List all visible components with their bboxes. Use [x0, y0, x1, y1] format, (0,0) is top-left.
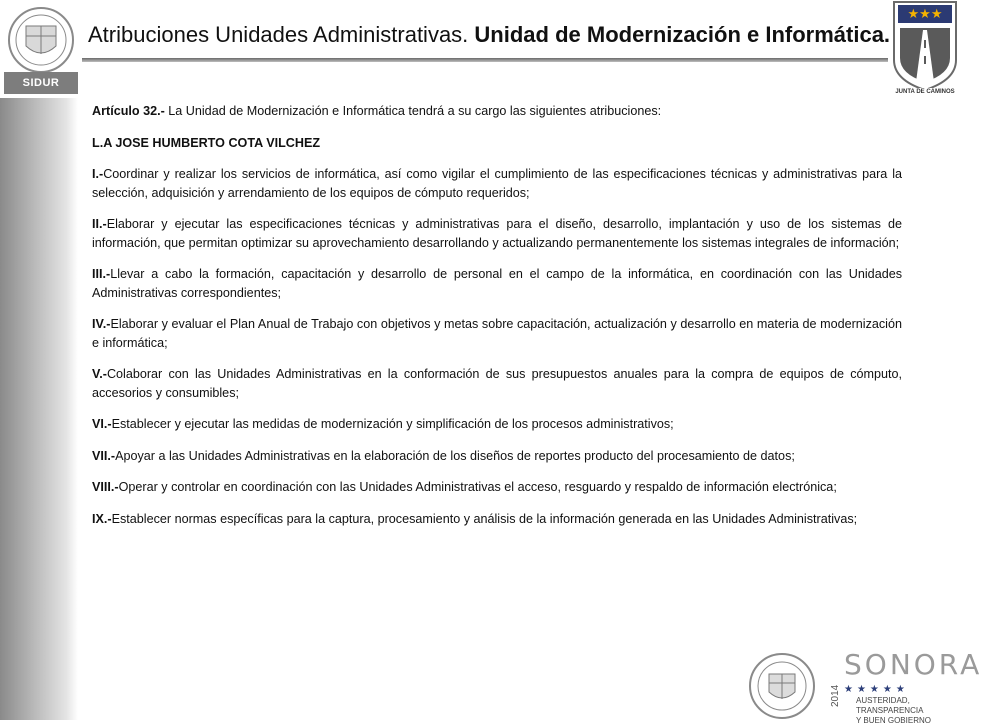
- article-intro-text: La Unidad de Modernización e Informática tendrá a su cargo las siguientes atribuciones:: [168, 104, 662, 118]
- road-shield-stars: ★★★: [907, 6, 943, 21]
- page-title: [88, 22, 891, 48]
- sonora-slogan: AUSTERIDAD, TRANSPARENCIA Y BUEN GOBIERNO: [856, 696, 931, 725]
- title-bold: Unidad de Modernización e Informática.: [474, 22, 891, 47]
- footer-year: 2014: [830, 684, 841, 708]
- footer-logos: [748, 648, 982, 725]
- road-shield-label: JUNTA DE CAMINOS: [895, 89, 955, 95]
- header: [0, 0, 960, 98]
- article-body: [92, 102, 902, 541]
- sonora-stars: ★★★★★: [844, 684, 909, 695]
- list-item: VI.-Establecer y ejecutar las medidas de modernización y simplificación de los procesos administrativos;: [92, 417, 674, 431]
- sonora-brand: [844, 648, 982, 725]
- article-intro: [92, 102, 902, 121]
- list-item: VII.-Apoyar a las Unidades Administrativas en la elaboración de los diseños de reportes producto del procesamiento de datos;: [92, 448, 795, 463]
- article-heading: Artículo 32.-: [92, 104, 165, 118]
- list-item: IX.-Establecer normas específicas para la captura, procesamiento y análisis de la información generada en las Unidades Administrativas;: [92, 511, 858, 526]
- sonora-wordmark: SONORA: [844, 648, 982, 681]
- list-item: III.-Llevar a cabo la formación, capacitación y desarrollo de personal en el campo de la informática, en coordinación con las Unidades Administrativas correspondientes;: [92, 267, 902, 300]
- list-item: II.-Elaborar y ejecutar las especificaciones técnicas y administrativas para el diseño, desarrollo, implantación y uso de los sistemas de información, que permitan optimizar su aprovechamiento desarrollando y actualizando permanentemente los sistemas integrales de información;: [92, 217, 902, 250]
- title-regular: Atribuciones Unidades Administrativas.: [88, 22, 469, 47]
- left-gradient-band: [0, 0, 78, 720]
- sidur-label: SIDUR: [4, 72, 78, 94]
- government-seal-icon: [748, 652, 816, 720]
- junta-caminos-logo: [890, 0, 960, 98]
- list-item: VIII.-Operar y controlar en coordinación con las Unidades Administrativas el acceso, resguardo y respaldo de información electrónica;: [92, 480, 837, 494]
- person-name: L.A JOSE HUMBERTO COTA VILCHEZ: [92, 135, 321, 150]
- list-item: IV.-Elaborar y evaluar el Plan Anual de Trabajo con objetivos y metas sobre capacitación, actualización y desarrollo en materia de modernización e informática;: [92, 317, 902, 350]
- list-item: V.-Colaborar con las Unidades Administrativas en la conformación de sus presupuestos anuales para la compra de equipos de cómputo, accesorios y consumibles;: [92, 367, 902, 400]
- list-item: I.-Coordinar y realizar los servicios de informática, así como vigilar el cumplimiento de las especificaciones técnicas y administrativas para la selección, adquisición y arrendamiento de los equipos de cómputo requeridos;: [92, 167, 902, 200]
- title-divider: [82, 58, 888, 62]
